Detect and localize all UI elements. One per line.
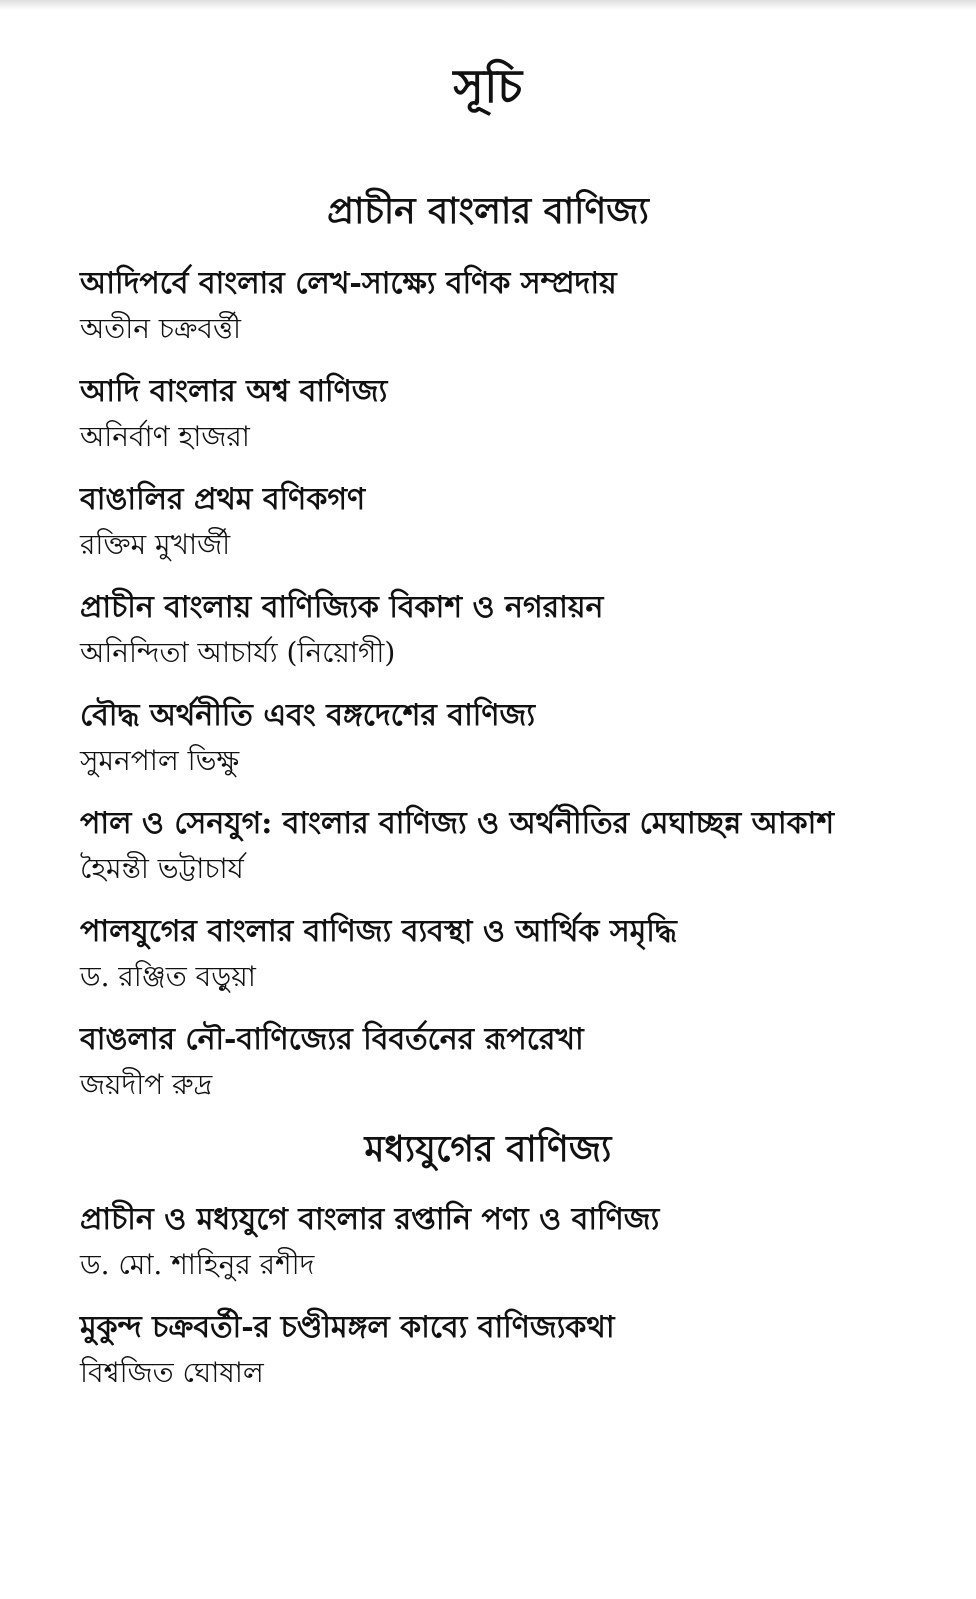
toc-entry (80, 476, 916, 567)
toc-entry (80, 260, 916, 351)
entry-author: রক্তিম মুখার্জী (80, 528, 231, 561)
entry-author: অতীন চক্রবর্ত্তী (80, 312, 242, 345)
entry-author: অনিন্দিতা আচার্য্য (নিয়োগী) (80, 636, 396, 669)
entry-title: মুকুন্দ চক্রবর্তী-র চণ্ডীমঙ্গল কাব্যে বাণিজ্যকথা (80, 1310, 615, 1345)
toc-entry (80, 692, 916, 783)
toc-entry (80, 1304, 916, 1395)
entry-title: বাঙালির প্রথম বণিকগণ (80, 482, 366, 517)
entry-author: জয়দীপ রুদ্র (80, 1068, 213, 1101)
entry-title: বাঙলার নৌ-বাণিজ্যের বিবর্তনের রূপরেখা (80, 1022, 584, 1057)
toc-entry (80, 800, 916, 891)
entry-author: ড. রঞ্জিত বড়ুয়া (80, 960, 256, 993)
page-title: সূচি (453, 59, 523, 113)
entry-author: অনির্বাণ হাজরা (80, 420, 250, 453)
page-top-shadow (0, 0, 976, 10)
entry-title: প্রাচীন ও মধ্যযুগে বাংলার রপ্তানি পণ্য ও বাণিজ্য (80, 1202, 660, 1237)
toc-entry (80, 1016, 916, 1107)
entry-author: বিশ্বজিত ঘোষাল (80, 1356, 264, 1389)
toc-entry (80, 1196, 916, 1287)
entry-author: সুমনপাল ভিক্ষু (80, 744, 240, 777)
entry-title: প্রাচীন বাংলায় বাণিজ্যিক বিকাশ ও নগরায়ন (80, 590, 604, 625)
section-heading-medieval-trade: মধ্যযুগের বাণিজ্য (364, 1128, 612, 1170)
entry-author: হৈমন্তী ভট্টাচার্য (80, 852, 244, 885)
entry-title: পাল ও সেনযুগ: বাংলার বাণিজ্য ও অর্থনীতির মেঘাচ্ছন্ন আকাশ (80, 806, 835, 841)
toc-entry (80, 584, 916, 675)
section-heading-ancient-bengal-trade: প্রাচীন বাংলার বাণিজ্য (327, 190, 649, 232)
section-entries-ancient (80, 260, 916, 1107)
toc-entry (80, 368, 916, 459)
entry-title: আদিপর্বে বাংলার লেখ-সাক্ষ্যে বণিক সম্প্রদায় (80, 266, 617, 301)
entry-title: বৌদ্ধ অর্থনীতি এবং বঙ্গদেশের বাণিজ্য (80, 698, 536, 733)
toc-entry (80, 908, 916, 999)
entry-title: আদি বাংলার অশ্ব বাণিজ্য (80, 374, 388, 409)
section-entries-medieval (80, 1196, 916, 1395)
entry-title: পালযুগের বাংলার বাণিজ্য ব্যবস্থা ও আর্থিক সমৃদ্ধি (80, 914, 677, 949)
entry-author: ড. মো. শাহিনুর রশীদ (80, 1248, 315, 1281)
